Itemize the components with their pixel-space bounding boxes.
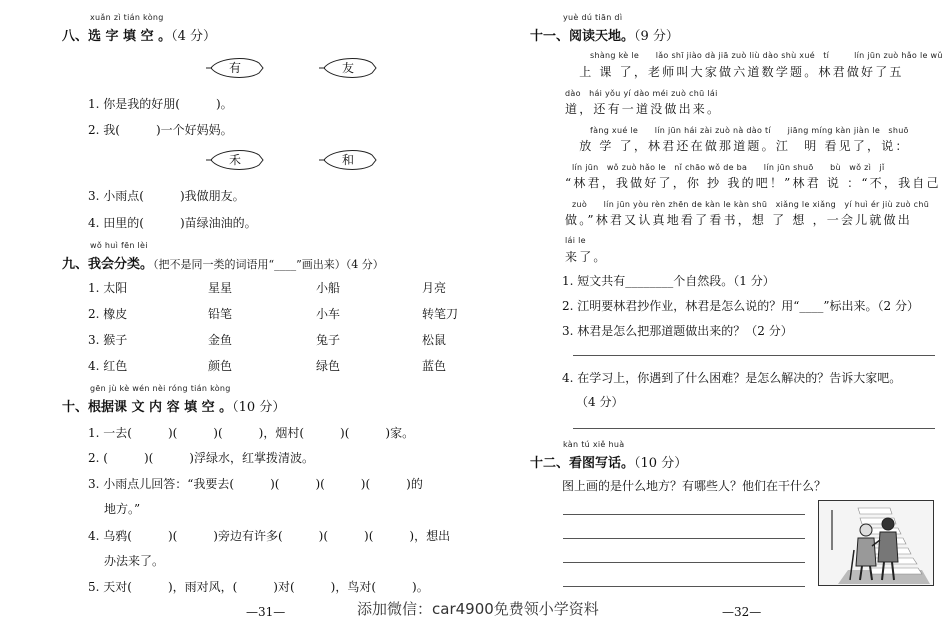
leaf-char-3 <box>205 147 265 173</box>
s9-cell: 颜色 <box>208 359 233 373</box>
s9-cell: 1. 太阳 <box>88 281 128 295</box>
s11-question-3: 3. 林君是怎么把那道题做出来的？（2 分） <box>562 324 793 338</box>
s10-line-3: 3. 小雨点儿回答：“我要去( )( )( )( )的 <box>88 477 423 491</box>
passage-pinyin: lái le <box>565 236 586 245</box>
answer-line[interactable] <box>573 355 935 356</box>
s8-item-2: 2. 我( )一个好妈妈。 <box>88 123 233 137</box>
passage-line: 做。”林君又认真地看了看书，想 了 想 ，一会儿就做出 <box>565 213 912 227</box>
passage-line: “林君，我做好了，你 抄 我的吧！”林君 说 ：“不，我自己 <box>565 176 941 190</box>
crosswalk-scene-icon <box>818 500 934 586</box>
s11-question-1: 1. 短文共有________个自然段。（1 分） <box>562 274 775 288</box>
section-9-title: 九、我会分类。（把不是同一类的词语用“____”画出来）（4 分） <box>62 257 384 272</box>
s8-item-3: 3. 小雨点( )我做朋友。 <box>88 189 245 203</box>
section-11-title: 十一、阅读天地。（9 分） <box>530 29 679 44</box>
s11-pinyin: yuè dú tiān dì <box>563 13 623 22</box>
page-number-left: —31— <box>246 605 286 619</box>
passage-pinyin: fàng xué le lín jūn hái zài zuò nà dào tí jiāng míng kàn jiàn le shuō <box>590 126 909 135</box>
leaf-char: 和 <box>341 153 354 167</box>
s9-cell: 小船 <box>316 281 341 295</box>
leaf-char-4 <box>318 147 378 173</box>
s9-cell: 铅笔 <box>208 307 233 321</box>
leaf-char-1 <box>205 55 265 81</box>
s9-cell: 松鼠 <box>422 333 447 347</box>
passage-line: 放 学 了，林君还在做那道题。江 明 看见了，说： <box>565 139 910 153</box>
passage-line: 道，还有一道没做出来。 <box>565 102 722 116</box>
passage-pinyin: lín jūn wǒ zuò hǎo le nǐ chāo wǒ de ba lín jūn shuō bù wǒ zì jǐ <box>572 163 885 172</box>
passage-pinyin: zuò lín jūn yòu rèn zhēn de kàn le kàn shū xiǎng le xiǎng yí huì ér jiù zuò chū <box>572 200 930 209</box>
s9-cell: 小车 <box>316 307 341 321</box>
passage-pinyin: shàng kè le lǎo shī jiào dà jiā zuò liù dào shù xué tí lín jūn zuò hǎo le wǔ <box>590 51 943 60</box>
s10-line-5: 5. 天对( )，雨对风，( )对( )，鸟对( )。 <box>88 580 429 594</box>
s9-cell: 转笔刀 <box>422 307 459 321</box>
passage-pinyin: dào hái yǒu yí dào méi zuò chū lái <box>565 89 718 98</box>
leaf-char: 禾 <box>228 153 241 167</box>
writing-line[interactable] <box>563 562 805 563</box>
s8-pinyin: xuǎn zì tián kòng <box>90 13 164 22</box>
passage-line: 来了。 <box>565 250 608 264</box>
answer-line[interactable] <box>573 428 935 429</box>
s9-cell: 兔子 <box>316 333 341 347</box>
s9-cell: 2. 橡皮 <box>88 307 128 321</box>
s11-question-2: 2. 江明要林君抄作业，林君是怎么说的？用“____”标出来。（2 分） <box>562 299 919 313</box>
writing-line[interactable] <box>563 514 805 515</box>
s9-cell: 绿色 <box>316 359 341 373</box>
s9-cell: 金鱼 <box>208 333 233 347</box>
s8-item-1: 1. 你是我的好朋( )。 <box>88 97 233 111</box>
leaf-char: 有 <box>228 61 241 75</box>
s9-cell: 3. 猴子 <box>88 333 128 347</box>
s11-question-4: 4. 在学习上，你遇到了什么困难？是怎么解决的？告诉大家吧。 <box>562 371 902 385</box>
section-10-title: 十、根据课 文 内 容 填 空 。（10 分） <box>62 400 286 415</box>
s8-item-4: 4. 田里的( )苗绿油油的。 <box>88 216 257 230</box>
s9-cell: 4. 红色 <box>88 359 128 373</box>
leaf-char: 友 <box>341 61 354 75</box>
section-8-title: 八、选 字 填 空 。（4 分） <box>62 29 217 44</box>
watermark-text: 添加微信：car4900免费领小学资料 <box>357 600 599 618</box>
page-number-right: —32— <box>722 605 762 619</box>
passage-line: 上 课 了，老师叫大家做六道数学题。林君做好了五 <box>565 65 904 79</box>
s10-line-1: 1. 一去( )( )( )，烟村( )( )家。 <box>88 426 415 440</box>
s9-pinyin: wǒ huì fēn lèi <box>90 241 148 250</box>
s10-line-3b: 地方。” <box>104 502 141 516</box>
s10-line-4: 4. 乌鸦( )( )旁边有许多( )( )( )，想出 <box>88 529 451 543</box>
s9-cell: 星星 <box>208 281 233 295</box>
leaf-char-2 <box>318 55 378 81</box>
section-12-title: 十二、看图写话。（10 分） <box>530 456 688 471</box>
s10-line-4b: 办法来了。 <box>104 554 165 568</box>
s12-prompt: 图上画的是什么地方？有哪些人？他们在干什么？ <box>562 479 827 493</box>
crosswalk-illustration <box>818 500 934 586</box>
s12-pinyin: kàn tú xiě huà <box>563 440 625 449</box>
s10-pinyin: gēn jù kè wén nèi róng tián kòng <box>90 384 231 393</box>
writing-line[interactable] <box>563 586 805 587</box>
s11-question-4-score: （4 分） <box>576 395 624 409</box>
s9-cell: 月亮 <box>422 281 447 295</box>
writing-line[interactable] <box>563 538 805 539</box>
s10-line-2: 2. ( )( )浮绿水，红掌拨清波。 <box>88 451 314 465</box>
s9-cell: 蓝色 <box>422 359 447 373</box>
